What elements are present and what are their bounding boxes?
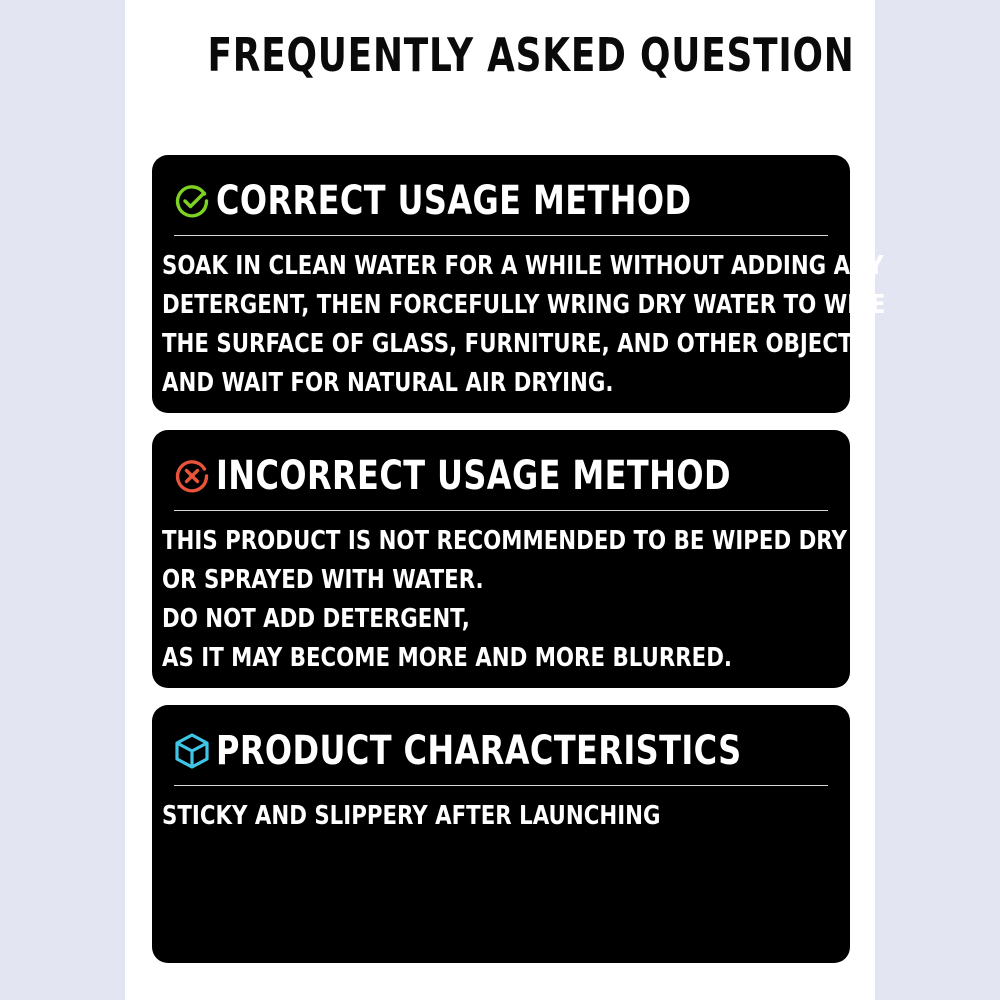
card-body: [162, 797, 834, 836]
page-title: FREQUENTLY ASKED QUESTION: [207, 28, 855, 82]
body-line: THIS PRODUCT IS NOT RECOMMENDED TO BE WIPED DRY: [162, 526, 847, 556]
body-line: SOAK IN CLEAN WATER FOR A WHILE WITHOUT ADDING ANY: [162, 251, 884, 281]
body-line: DO NOT ADD DETERGENT,: [162, 604, 470, 634]
card-title: INCORRECT USAGE METHOD: [216, 453, 731, 499]
card-title: CORRECT USAGE METHOD: [216, 178, 692, 224]
faq-card-product-characteristics: [152, 705, 850, 963]
card-body: [162, 522, 847, 678]
cube-icon: [172, 731, 212, 771]
divider: [174, 785, 828, 786]
body-line: OR SPRAYED WITH WATER.: [162, 565, 484, 595]
card-title: PRODUCT CHARACTERISTICS: [216, 728, 742, 774]
body-line: DETERGENT, THEN FORCEFULLY WRING DRY WATER TO WIPE: [162, 290, 886, 320]
body-line: STICKY AND SLIPPERY AFTER LAUNCHING: [162, 801, 661, 831]
faq-page: [125, 0, 886, 1000]
faq-card-incorrect-usage: [152, 430, 850, 688]
cross-circle-icon: [172, 456, 212, 496]
faq-card-correct-usage: [152, 155, 886, 413]
body-line: AND WAIT FOR NATURAL AIR DRYING.: [162, 368, 614, 398]
divider: [174, 235, 828, 236]
card-header: [172, 721, 873, 781]
card-header: [172, 446, 860, 506]
divider: [174, 510, 828, 511]
body-line: THE SURFACE OF GLASS, FURNITURE, AND OTHER OBJECTS,: [162, 329, 877, 359]
check-circle-icon: [172, 181, 212, 221]
card-header: [172, 171, 810, 231]
body-line: AS IT MAY BECOME MORE AND MORE BLURRED.: [162, 643, 733, 673]
card-body: [162, 247, 886, 403]
